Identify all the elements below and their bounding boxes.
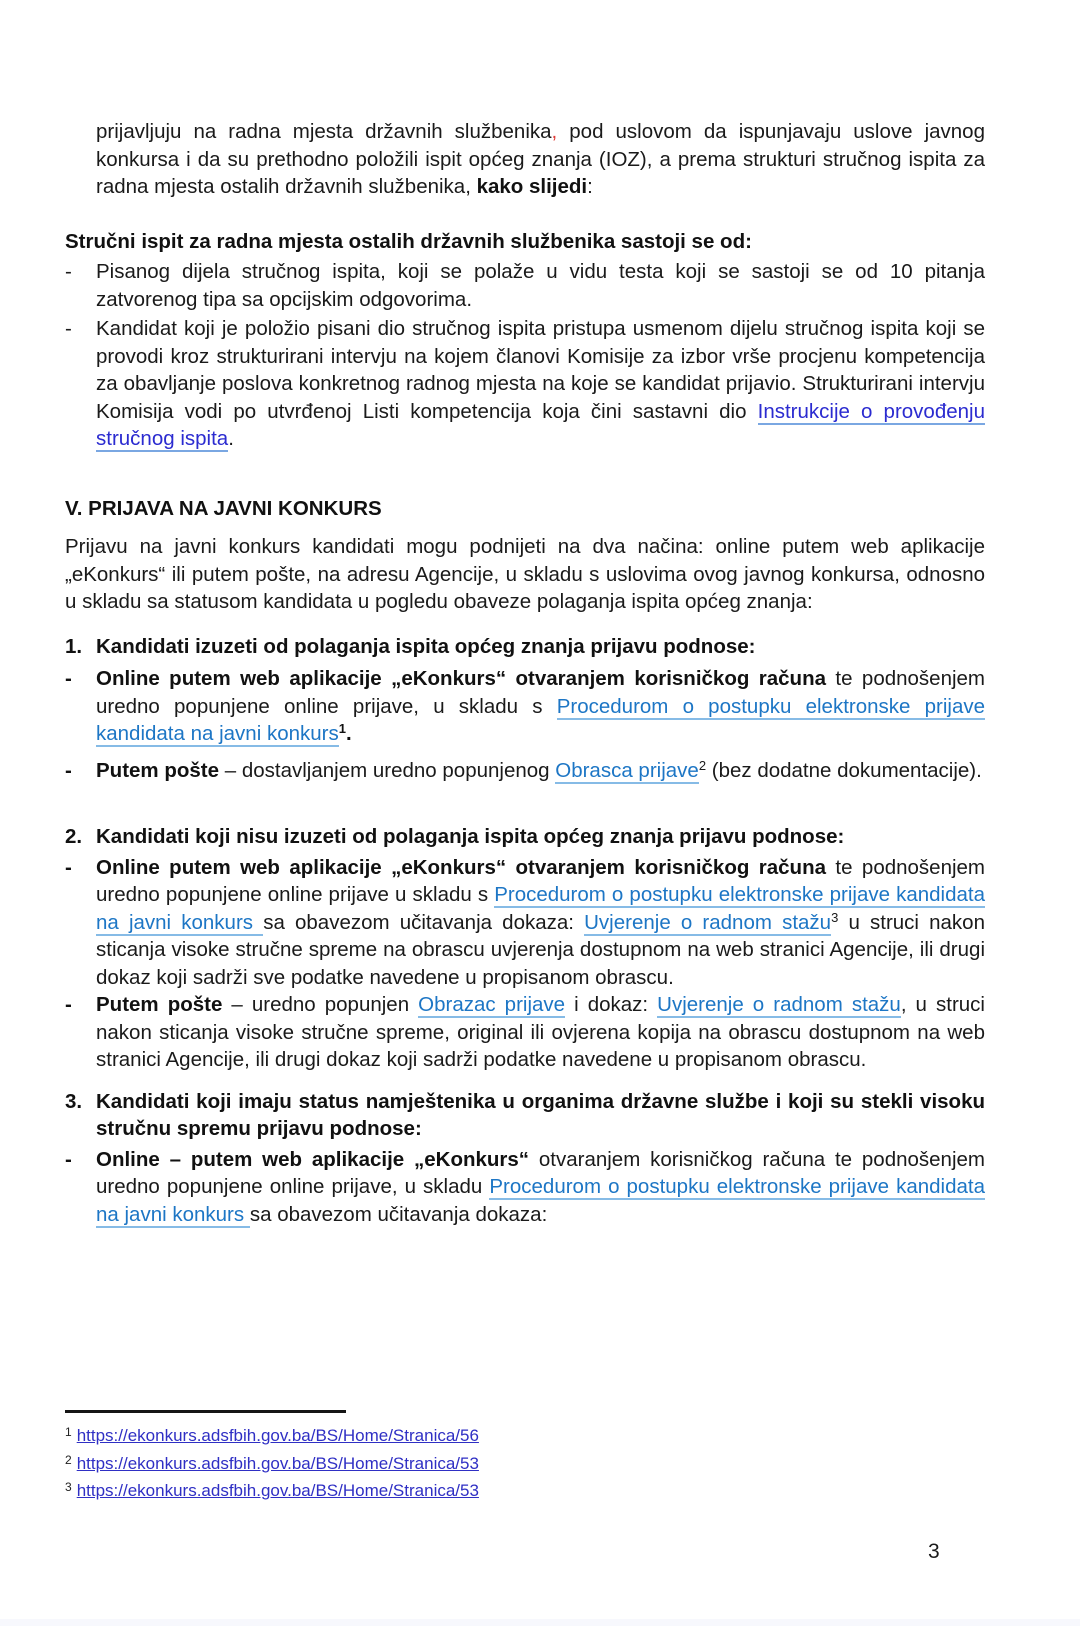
- dash-marker: -: [65, 667, 72, 690]
- dash-item: [65, 315, 985, 453]
- text-run: V. PRIJAVA NA JAVNI KONKURS: [65, 496, 382, 520]
- footnote-link[interactable]: https://ekonkurs.adsfbih.gov.ba/BS/Home/Stranica/56: [76, 1426, 479, 1445]
- footnote-link[interactable]: https://ekonkurs.adsfbih.gov.ba/BS/Home/Stranica/53: [76, 1481, 479, 1500]
- text-run: Kandidati koji imaju status namještenika u organima državne službe i koji su stekli visoku stručnu spremu prijavu podnose:: [96, 1089, 985, 1140]
- inline-link[interactable]: Procedurom o postupku elektronske prijave kandidata na javni konkurs: [96, 1175, 985, 1226]
- text-run: Kandidati izuzeti od polaganja ispita općeg znanja prijavu podnose:: [96, 634, 756, 658]
- inline-link[interactable]: Obrasca prijave: [555, 758, 699, 782]
- dash-marker: -: [65, 993, 72, 1016]
- text-run: , u struci nakon sticanja visoke stručne spreme, original ili ovjerena kopija na obrascu dostupnom na web stranici Agencije, ili drugi dokaz koji sadrži podatke navedene u propisanom obrascu.: [96, 993, 985, 1071]
- footnote-ref: 2: [698, 757, 707, 773]
- text-run: u struci nakon sticanja visoke stručne spreme na obrascu uvjerenja dostupnom na web stranici Agencije, ili drugi dokaz koji sadrži sve podatke navedene u propisanom obrascu.: [96, 910, 985, 989]
- dash-item: [65, 1146, 985, 1229]
- footnote-link[interactable]: https://ekonkurs.adsfbih.gov.ba/BS/Home/Stranica/53: [76, 1453, 479, 1473]
- inline-link[interactable]: Obrazac prijave: [418, 993, 566, 1016]
- text-run: Putem pošte: [96, 993, 223, 1016]
- text-run: (bez dodatne dokumentacije).: [706, 758, 982, 782]
- footnote: [65, 1423, 479, 1451]
- dash-item: [65, 991, 985, 1074]
- footnote: [65, 1451, 479, 1479]
- text-run: Kandidati koji nisu izuzeti od polaganja ispita općeg znanja prijavu podnose:: [96, 825, 845, 848]
- dash-marker: -: [65, 1147, 72, 1171]
- text-run: kako slijedi: [476, 175, 588, 198]
- text-run: Online putem web aplikacije „eKonkurs“ otvaranjem korisničkog računa: [96, 667, 827, 690]
- text-run: Putem pošte: [96, 758, 220, 782]
- inline-link[interactable]: Procedurom o postupku elektronske prijave kandidata na javni konkurs: [96, 694, 986, 745]
- text-run: Prijavu na javni konkurs kandidati mogu podnijeti na dva načina: online putem web aplikacije „eKonkurs“ ili putem pošte, na adresu Agencije, u skladu s uslovima ovog javnog konkursa, odnosno u skladu sa statusom kandidata u pogledu obaveze polaganja ispita općeg znanja:: [65, 535, 985, 613]
- numbered-item: [65, 823, 985, 851]
- inline-link[interactable]: Procedurom o postupku elektronske prijave kandidata na javni konkurs: [96, 883, 985, 934]
- dash-item: [65, 258, 985, 313]
- text-run: pod uslovom da ispunjavaju uslove javnog konkursa i da su prethodno položili ispit općeg znanja (IOZ), a prema strukturi stručnog ispita za radna mjesta ostalih državnih službenika,: [96, 120, 985, 198]
- text-run: .: [345, 722, 352, 745]
- footnote-number: 2: [65, 1452, 72, 1467]
- section-heading: [65, 228, 985, 256]
- dash-marker: -: [65, 855, 72, 879]
- text-run: – dostavljanjem uredno popunjenog: [219, 758, 556, 782]
- text-run: te podnošenjem uredno popunjene online prijave u skladu s: [96, 855, 986, 906]
- paragraph: [96, 118, 985, 201]
- footnote-separator: [65, 1410, 346, 1413]
- text-run: i dokaz:: [565, 993, 658, 1016]
- paragraph: [65, 533, 985, 616]
- dash-item: [65, 665, 986, 748]
- page-number: 3: [928, 1540, 940, 1563]
- inline-link[interactable]: Uvjerenje o radnom stažu: [657, 993, 901, 1016]
- inline-link[interactable]: Uvjerenje o radnom stažu: [584, 910, 832, 934]
- dash-marker: -: [65, 758, 72, 782]
- viewer-bottom-strip: [0, 1619, 1080, 1626]
- number-marker: 1.: [65, 634, 83, 658]
- text-run: sa obavezom učitavanja dokaza:: [263, 910, 585, 934]
- number-marker: 3.: [65, 1089, 83, 1113]
- text-run: Stručni ispit za radna mjesta ostalih državnih službenika sastoji se od:: [65, 229, 752, 253]
- text-run: .: [228, 427, 234, 450]
- footnote-ref: 1: [338, 721, 346, 736]
- dash-marker: -: [65, 317, 72, 340]
- text-run: Online – putem web aplikacije „eKonkurs“: [96, 1147, 530, 1171]
- footnotes: [65, 1410, 479, 1506]
- text-run: Kandidat koji je položio pisani dio stručnog ispita pristupa usmenom dijelu stručnog ispita koji se provodi kroz strukturirani intervju na kojem članovi Komisije za izbor vrše procjenu kompetencija za obavljanje poslova konkretnog radnog mjesta na koje se kandidat prijavio. Strukturirani intervju Komisija vodi po utvrđenoj Listi kompetencija koja čini sastavni dio: [96, 317, 985, 423]
- text-run: ,: [551, 120, 558, 143]
- numbered-item: [65, 1088, 985, 1143]
- inline-link[interactable]: Instrukcije o provođenju stručnog ispita: [96, 399, 985, 450]
- text-run: te podnošenjem uredno popunjene online prijave, u skladu s: [96, 667, 986, 718]
- dash-item: [65, 854, 986, 992]
- text-run: – uredno popunjen: [222, 993, 419, 1016]
- text-run: Online putem web aplikacije „eKonkurs“ otvaranjem korisničkog računa: [96, 855, 827, 879]
- text-run: :: [587, 175, 593, 198]
- dash-item: [65, 757, 985, 785]
- footnote-number: 3: [65, 1480, 72, 1494]
- text-run: prijavljuju na radna mjesta državnih službenika: [96, 120, 552, 143]
- text-run: otvaranjem korisničkog računa te podnošenjem uredno popunjene online prijave, u skladu: [96, 1147, 985, 1198]
- numbered-item: [65, 633, 985, 661]
- footnote-ref: 3: [831, 909, 839, 925]
- footnote: [65, 1478, 479, 1506]
- text-run: sa obavezom učitavanja dokaza:: [249, 1202, 548, 1226]
- number-marker: 2.: [65, 825, 83, 848]
- dash-marker: -: [65, 260, 72, 283]
- footnote-number: 1: [65, 1425, 72, 1439]
- section-heading: [65, 495, 985, 523]
- text-run: Pisanog dijela stručnog ispita, koji se polaže u vidu testa koji se sastoji se od 10 pitanja zatvorenog tipa sa opcijskim odgovorima.: [96, 260, 985, 311]
